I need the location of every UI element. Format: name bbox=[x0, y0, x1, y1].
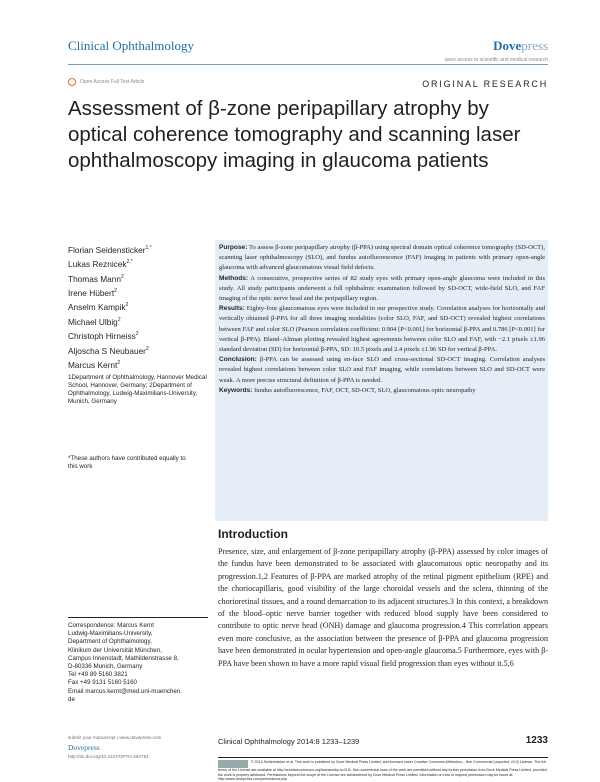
citation: Clinical Ophthalmology 2014:8 1233–1239 bbox=[218, 737, 360, 746]
corr-line: Ludwig-Maximilians-University, bbox=[68, 630, 153, 638]
results-text: Eighty-four glaucomatous eyes were included in our prospective study. Correlation analyses for horizontally and vertically obtained β-PPA for all three imaging modalities (color SLO, FAF, and SD-OCT) revealed highest correlations between FAF and color SLO (Pearson correlation coefficient: 0.904 [P<0.001] for horizontal β-PPA and 0.786 [P<0.001] for vertical β-PPA). Bland–Altman plotting revealed highest agreements between color SLO and FAF, with −2.1 pixels ±1.96 standard deviation (SD) for horizontal β-PPA, SD: 10.5 pixels and 2.4 pixels ±1.96 SD for vertical β-PPA. bbox=[219, 305, 545, 354]
abstract bbox=[219, 243, 545, 396]
author: Lukas Reznicek$^{2,*}$ bbox=[68, 259, 133, 270]
corr-line: D-80336 Munich, Germany bbox=[68, 663, 143, 671]
corr-line: Tel +49 89 5160 3821 bbox=[68, 671, 128, 679]
corr-line: Fax +49 9131 5160 5160 bbox=[68, 679, 137, 687]
purpose-text: To assess β-zone peripapillary atrophy (β-PPA) using spectral domain optical coherence tomography (SD-OCT), scanning laser ophthalmoscopy (SLO), and fundus autofluorescence (FAF) imaging in patients with primary open-angle glaucoma with advanced glaucomatous visual field defects. bbox=[219, 244, 545, 272]
conclusion-text: β-PPA can be assessed using en-face SLO and cross-sectional SD-OCT imaging. Correlation analyses revealed highest correlations between color SLO and FAF imaging, while correlations between SLO and SD-OCT were weak. A more precise structural definition of β-PPA is needed. bbox=[219, 356, 545, 384]
author: Florian Seidensticker$^{1,*}$ bbox=[68, 244, 152, 255]
abstract-results bbox=[219, 304, 545, 355]
conclusion-label: Conclusion: bbox=[219, 356, 257, 364]
equal-contribution-note: *These authors have contributed equally to this work bbox=[68, 455, 186, 470]
author: Marcus Kernt$^2$ bbox=[68, 359, 121, 370]
abstract-purpose bbox=[219, 243, 545, 274]
abstract-keywords bbox=[219, 386, 545, 396]
correspondence bbox=[68, 622, 208, 704]
publisher-light: press bbox=[521, 38, 548, 53]
cc-license-icon bbox=[218, 760, 248, 768]
abstract-conclusion bbox=[219, 355, 545, 386]
abstract-methods bbox=[219, 274, 545, 305]
footer-dove: Dovepress bbox=[68, 743, 100, 752]
corr-line: Correspondence: Marcus Kernt bbox=[68, 622, 154, 629]
results-label: Results: bbox=[219, 305, 245, 313]
publisher-bold: Dove bbox=[493, 38, 522, 53]
author: Aljoscha S Neubauer$^2$ bbox=[68, 345, 149, 356]
open-access-badge bbox=[68, 78, 144, 86]
header-rule bbox=[68, 64, 548, 65]
corr-email-cont[interactable]: de bbox=[68, 695, 75, 703]
author-list bbox=[68, 242, 208, 371]
footer-left bbox=[68, 734, 161, 741]
publisher-tagline: open access to scientific and medical research bbox=[444, 57, 548, 63]
corr-line: Klinikum der Universität München, bbox=[68, 646, 162, 654]
methods-text: A consecutive, prospective series of 82 study eyes with primary open-angle glaucoma were included in this study. All study participants underwent a full ophthalmic examination followed by SD-OCT, wide-field SLO, and FAF imaging of the optic nerve head and the peripapillary region. bbox=[219, 274, 545, 303]
open-access-text: Open Access Full Text Article bbox=[80, 79, 145, 85]
author: Irene Hübert$^2$ bbox=[68, 287, 117, 298]
publisher-logo bbox=[493, 38, 548, 54]
page-number: 1233 bbox=[525, 735, 548, 746]
introduction-heading: Introduction bbox=[218, 527, 288, 541]
keywords-label: Keywords: bbox=[219, 386, 253, 394]
section-label: ORIGINAL RESEARCH bbox=[422, 79, 548, 89]
affiliations: 1Department of Ophthalmology, Hannover Medical School, Hannover, Germany; 2Department of Ophthalmology, Ludwig-Maximilians-University, Munich, Germany bbox=[68, 374, 207, 405]
author: Anselm Kampik$^2$ bbox=[68, 302, 129, 313]
corr-line: Campus Innenstadt, Mathildenstrasse 8, bbox=[68, 654, 179, 662]
author: Thomas Mann$^2$ bbox=[68, 273, 124, 284]
license-body: © 2014 Seidensticker et al. This work is published by Dove Medical Press Limited, and licensed under Creative Commons Attribution – Non Commercial (unported, v3.0) License. The full terms of the License are available at http://creativecommons.org/licenses/by-nc/3.0/. Non-commercial uses of the work are permitted without any further permission from Dove Medical Press Limited, provided the work is properly attributed. Permissions beyond the scope of the License are administered by Dove Medical Press Limited. Information on how to request permission may be found at: http://www.dovepress.com/permissions.php bbox=[218, 760, 547, 781]
submit-link[interactable]: submit your manuscript | www.dovepress.com bbox=[68, 735, 162, 740]
footer-rule bbox=[218, 757, 548, 758]
methods-label: Methods: bbox=[219, 274, 249, 282]
purpose-label: Purpose: bbox=[219, 244, 248, 251]
license-text bbox=[218, 760, 548, 782]
keywords-text: fundus autofluorescence, FAF, OCT, SD-OCT, SLO, glaucomatous optic neuropathy bbox=[254, 386, 476, 394]
author: Christoph Hirneiss$^2$ bbox=[68, 330, 139, 341]
introduction-text: Presence, size, and enlargement of β-zone peripapillary atrophy (β-PPA) assessed by color images of the fundus have been demonstrated to be associated with glaucomatous optic neuropathy and its progression.1,2 Features of β-PPA are marked atrophy of the retinal pigment epithelium (RPE) and the choriocapillaris, good visibility of the large choroidal vessels and the sclera, thinning of the chorioretinal tissues, and a round demarcation to its adjacent structures.3 In this context, a breakdown of the blood–optic nerve barrier together with reduced blood supply have been considered to contribute to optic nerve head (ONH) damage and glaucoma progression.4 This correlation appears even more conclusive, as the association between the presence of β-PPA and glaucoma progression have been demonstrated in ocular hypertension and open-angle glaucoma.5 Furthermore, eyes with β-PPA have been shown to have a more rapid visual field progression than eyes without it.5,6 bbox=[218, 547, 549, 668]
corr-email[interactable]: Email marcus.kernt@med.uni-muenchen. bbox=[68, 687, 182, 695]
corr-line: Department of Ophthalmology, bbox=[68, 638, 152, 646]
journal-name: Clinical Ophthalmology bbox=[68, 38, 195, 53]
doi-link[interactable]: http://dx.doi.org/10.2147/OPTH.S62751 bbox=[68, 754, 149, 759]
open-access-icon bbox=[68, 78, 76, 86]
article-title: Assessment of β-zone peripapillary atrophy by optical coherence tomography and scanning laser ophthalmoscopy imaging in glaucoma patients bbox=[68, 97, 521, 172]
correspondence-rule bbox=[68, 617, 208, 618]
author: Michael Ulbig$^2$ bbox=[68, 316, 121, 327]
